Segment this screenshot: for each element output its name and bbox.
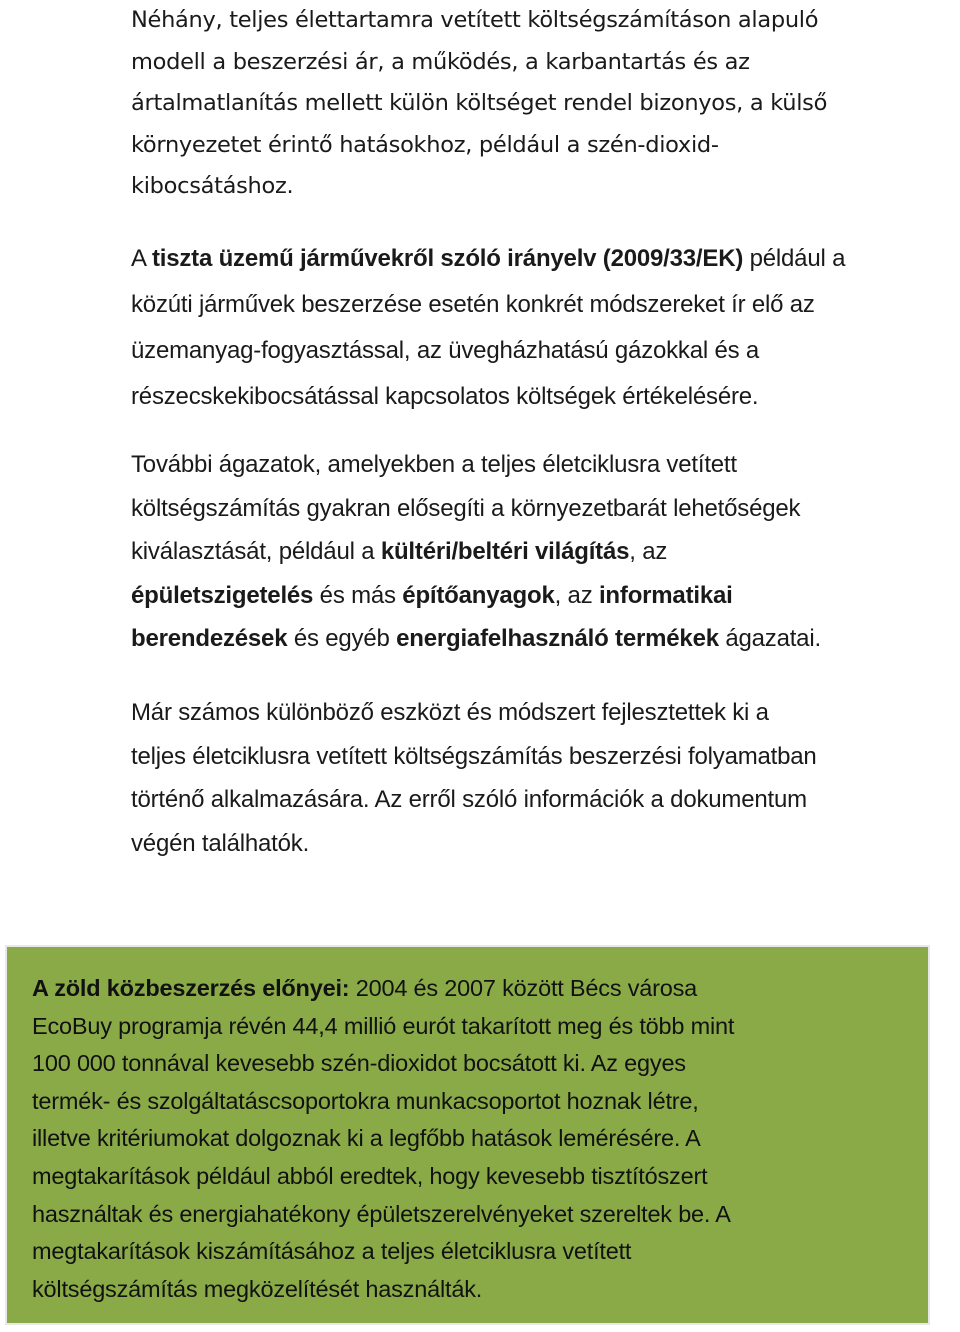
text-line: kibocsátáshoz. [131,173,294,199]
text-line: közúti járművek beszerzése esetén konkrét módszereket ír elő az [131,291,815,318]
text-run: kiválasztását, például a [131,538,381,565]
text-run: és más [313,581,403,609]
text-run: , az [554,581,599,609]
text-run: ágazatai. [718,625,821,652]
text-line: részecskekibocsátással kapcsolatos költségek értékelésére. [131,383,759,410]
text-run: 2004 és 2007 között Bécs városa [349,975,698,1001]
callout-text [32,970,734,1308]
text-run: például a [743,245,846,272]
bold-building-materials: építőanyagok [402,581,555,609]
bold-energy-products: energiafelhasználó termékek [396,625,719,652]
text-line: termék- és szolgáltatáscsoportokra munkacsoportot hoznak létre, [32,1087,699,1114]
text-line: költségszámítás megközelítését használták. [32,1275,483,1302]
text-line: üzemanyag-fogyasztással, az üvegházhatású gázokkal és a [131,337,760,364]
text-line: teljes életciklusra vetített költségszámítás beszerzési folyamatban [131,742,817,770]
text-line [131,617,957,661]
text-line: modell a beszerzési ár, a működés, a karbantartás és az [131,48,750,75]
text-line: használtak és energiahatékony épületszerelvényeket szereltek be. A [32,1200,731,1227]
text-line: További ágazatok, amelyekben a teljes életciklusra vetített [131,451,737,478]
text-line: Már számos különböző eszközt és módszert fejlesztettek ki a [131,699,769,726]
text-run: és egyéb [287,625,397,652]
text-line: megtakarítások kiszámításához a teljes életciklusra vetített [32,1238,632,1265]
text-line: 100 000 tonnával kevesebb szén-dioxidot bocsátott ki. Az egyes [32,1050,686,1077]
text-line: költségszámítás gyakran elősegíti a környezetbarát lehetőségek [131,494,801,522]
bold-lighting: kültéri/beltéri világítás [380,538,630,565]
text-line: történő alkalmazására. Az erről szóló információk a dokumentum [131,786,807,813]
text-line: megtakarítások például abból eredtek, hogy kevesebb tisztítószert [32,1162,708,1189]
text-line [131,574,957,618]
paragraph-lifecycle-model [131,0,957,208]
text-line: ártalmatlanítás mellett külön költséget rendel bizonyos, a külső [131,90,828,116]
text-line [131,530,957,574]
green-callout-box [5,945,930,1325]
bold-directive-name: tiszta üzemű járművekről szóló irányelv (2009/33/EK) [151,245,744,272]
text-line: környezetet érintő hatásokhoz, például a szén-dioxid- [131,131,719,158]
callout-heading: A zöld közbeszerzés előnyei: [32,975,350,1001]
text-line: végén találhatók. [131,829,310,857]
bold-it: informatikai [598,581,733,609]
paragraph-other-sectors [131,443,957,661]
text-line: Néhány, teljes élettartamra vetített költségszámításon alapuló [131,7,819,33]
text-run: A [131,245,152,272]
text-line [131,236,957,282]
text-line: illetve kritériumokat dolgoznak ki a legfőbb hatások lemérésére. A [32,1125,701,1152]
text-line: EcoBuy programja révén 44,4 millió eurót takarított meg és több mint [32,1012,735,1039]
bold-equipment: berendezések [131,625,288,652]
paragraph-clean-vehicles-directive [131,236,957,420]
bold-insulation: épületszigetelés [131,581,314,609]
text-line [32,970,734,1008]
paragraph-tools-developed [131,691,957,865]
text-run: , az [629,538,668,565]
